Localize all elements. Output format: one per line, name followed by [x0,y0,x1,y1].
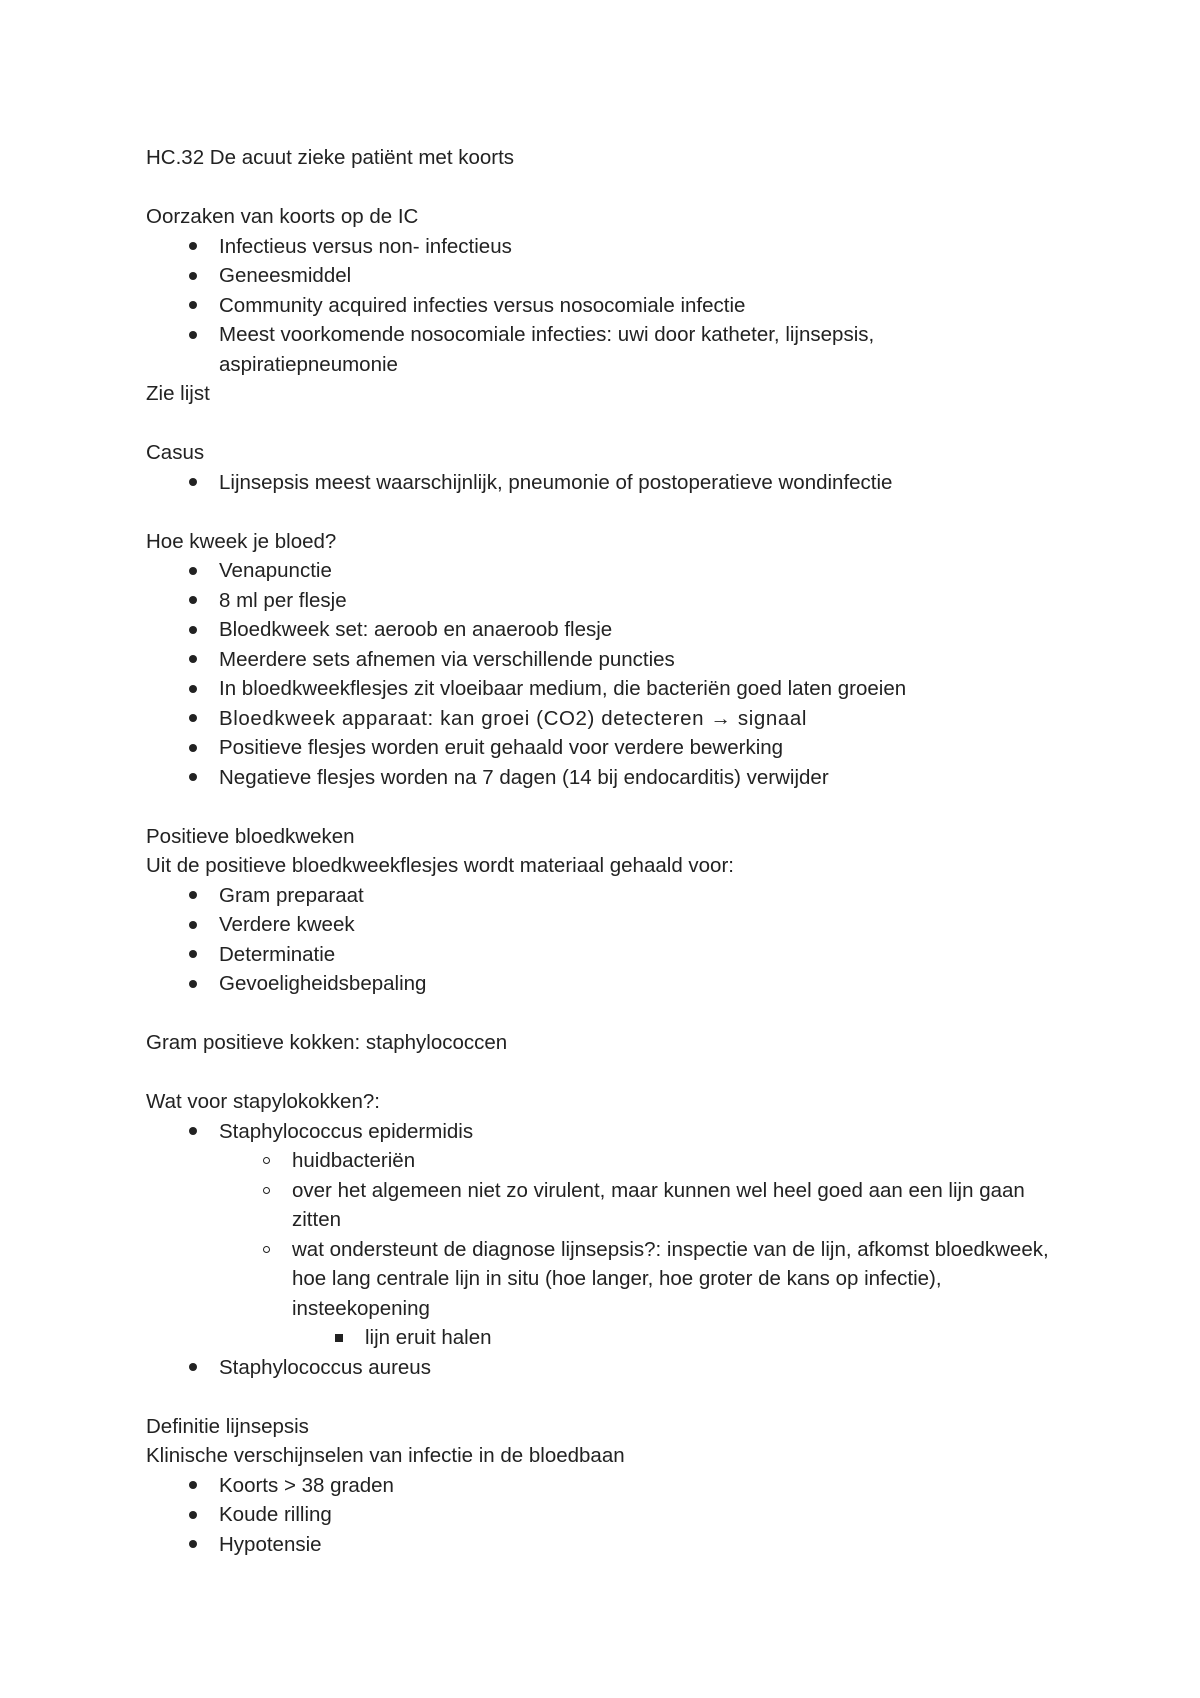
section-heading-positief: Positieve bloedkweken [146,824,355,848]
definitie-list [146,1471,1066,1560]
list-item: Verdere kweek [146,910,1066,940]
stafylo-list [146,1117,1066,1383]
bullet-dot-icon [183,645,203,675]
section-heading-bloed: Hoe kweek je bloed? [146,529,337,553]
bullet-dot-icon [183,881,203,911]
bullet-dot-icon [183,468,203,498]
list-item: Positieve flesjes worden eruit gehaald voor verdere bewerking [146,733,1066,763]
spacer [146,173,1066,203]
list-item: Koude rilling [146,1500,1066,1530]
list-item: Staphylococcus epidermidis [146,1117,1066,1147]
list-item: Geneesmiddel [146,261,1066,291]
list-item: Koorts > 38 graden [146,1471,1066,1501]
bullet-dot-icon [183,763,203,793]
list-item: Gram preparaat [146,881,1066,911]
bloed-list [146,556,1066,792]
list-item: Meest voorkomende nosocomiale infecties: uwi door katheter, lijnsepsis, aspiratiepneumonie [146,320,919,379]
bullet-dot-icon [183,1353,203,1383]
bullet-dot-icon [183,1500,203,1530]
document-page [146,143,1066,1559]
bullet-dot-icon [183,261,203,291]
bullet-dot-icon [183,291,203,321]
bullet-circle-icon [256,1235,276,1265]
bullet-dot-icon [183,1530,203,1560]
bullet-dot-icon [183,615,203,645]
list-item: Bloedkweek apparaat: kan groei (CO2) detecteren → signaal [146,704,1066,734]
list-item: Venapunctie [146,556,1066,586]
spacer [146,999,1066,1029]
bullet-circle-icon [256,1176,276,1206]
section-heading-oorzaken: Oorzaken van koorts op de IC [146,205,419,228]
spacer [146,1058,1066,1088]
list-item: Infectieus versus non- infectieus [146,232,1066,262]
zie-lijst-text: Zie lijst [146,382,210,405]
section-heading-definitie: Definitie lijnsepsis [146,1414,309,1438]
bullet-dot-icon [183,704,203,734]
positief-intro: Uit de positieve bloedkweekflesjes wordt materiaal gehaald voor: [146,854,734,877]
spacer [146,409,1066,439]
list-item: 8 ml per flesje [146,586,1066,616]
bullet-square-icon [329,1323,349,1353]
bullet-dot-icon [183,586,203,616]
list-item: Meerdere sets afnemen via verschillende puncties [146,645,1066,675]
spacer [146,497,1066,527]
bullet-dot-icon [183,733,203,763]
section-heading-casus: Casus [146,441,205,464]
gram-text: Gram positieve kokken: staphylococcen [146,1031,508,1054]
oorzaken-list [146,232,1066,380]
bullet-dot-icon [183,940,203,970]
bullet-dot-icon [183,674,203,704]
definitie-intro: Klinische verschijnselen van infectie in de bloedbaan [146,1444,625,1467]
list-item: Staphylococcus aureus [146,1353,1066,1383]
bullet-circle-icon [256,1146,276,1176]
list-item: Gevoeligheidsbepaling [146,969,1066,999]
sub-sub-list-item: lijn eruit halen [146,1323,1066,1353]
list-item: Negatieve flesjes worden na 7 dagen (14 bij endocarditis) verwijder [146,763,1066,793]
list-item: Determinatie [146,940,1066,970]
sub-list-item: wat ondersteunt de diagnose lijnsepsis?: inspectie van de lijn, afkomst bloedkweek, hoe lang centrale lijn in situ (hoe langer, hoe groter de kans op infectie), insteekopening [146,1235,1082,1324]
spacer [146,1382,1066,1412]
bullet-dot-icon [183,556,203,586]
list-item: Lijnsepsis meest waarschijnlijk, pneumonie of postoperatieve wondinfectie [146,468,1066,498]
sub-list-item: over het algemeen niet zo virulent, maar kunnen wel heel goed aan een lijn gaan zitten [146,1176,1072,1235]
list-item: Hypotensie [146,1530,1066,1560]
casus-list [146,468,1066,498]
section-heading-stafylo: Wat voor stapylokokken?: [146,1090,380,1113]
bullet-dot-icon [183,1117,203,1147]
spacer [146,792,1066,822]
sub-list-item: huidbacteriën [146,1146,1066,1176]
document-title: HC.32 De acuut zieke patiënt met koorts [146,146,515,169]
bullet-dot-icon [183,910,203,940]
list-item: In bloedkweekflesjes zit vloeibaar medium, die bacteriën goed laten groeien [146,674,1066,704]
bullet-dot-icon [183,969,203,999]
bullet-dot-icon [183,1471,203,1501]
positief-list [146,881,1066,999]
list-item: Community acquired infecties versus nosocomiale infectie [146,291,1066,321]
bullet-dot-icon [183,320,203,350]
list-item: Bloedkweek set: aeroob en anaeroob flesje [146,615,1066,645]
bullet-dot-icon [183,232,203,262]
